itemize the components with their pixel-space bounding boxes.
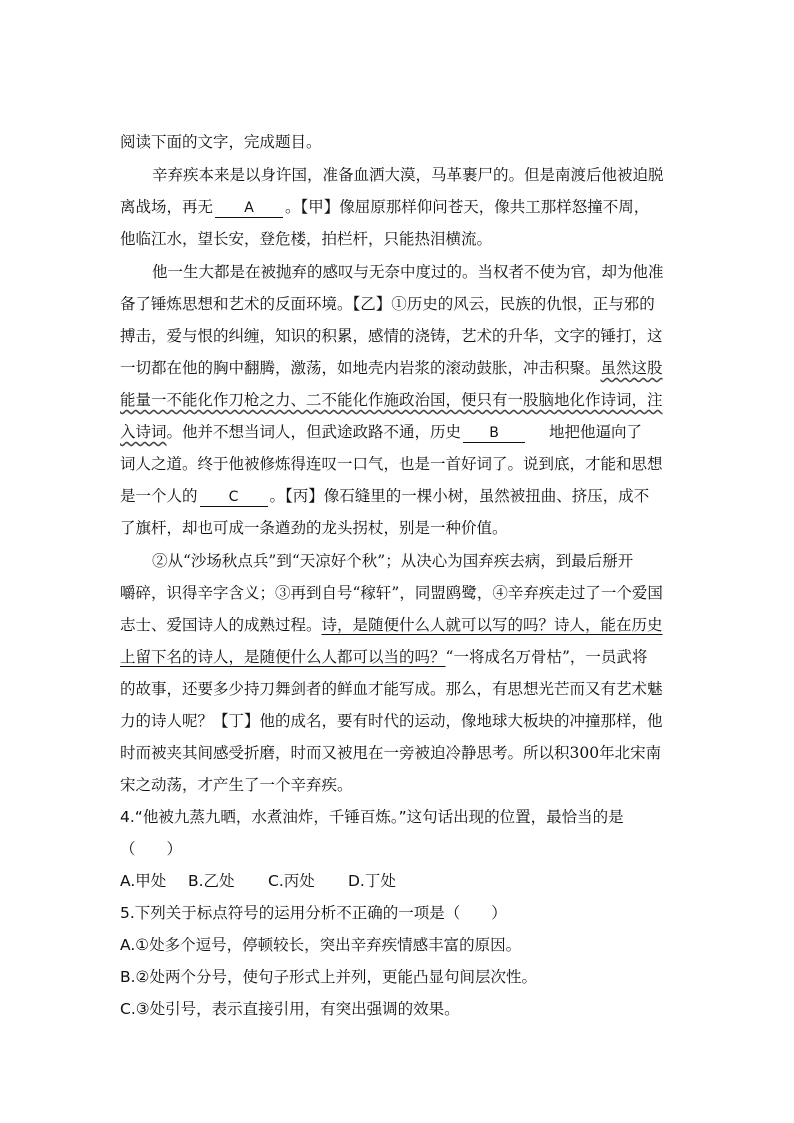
- p3-line-4: [120, 646, 680, 668]
- p3-line-2: 嚼碎，识得辛字含义；③再到自号“稼轩”，同盟鸥鹭，④辛弃疾走过了一个爱国: [120, 584, 663, 602]
- p2-line-7: 词人之道。终于他被修炼得连叹一口气，也是一首好词了。说到底，才能和思想: [120, 455, 663, 473]
- underlined-question-end: 上留下名的诗人，是随便什么人都可以当的吗？: [120, 648, 446, 666]
- blank-c[interactable]: C: [200, 488, 268, 507]
- p1-line-2: [120, 196, 680, 218]
- wavy-underlined-sentence-middle: 能量一不能化作刀枪之力、二不能化作施政治国，便只有一股脑地化作诗词，注: [120, 391, 663, 409]
- p2-line-4a: 一切都在他的胸中翻腾，激荡，如地壳内岩浆的滚动鼓胀，冲击积聚。: [120, 359, 601, 377]
- q4-option-c[interactable]: C.丙处: [268, 872, 315, 890]
- p3-line-3: [120, 614, 680, 636]
- p2-line-3: 搏击，爱与恨的纠缠，知识的积累，感情的浇铸，艺术的升华，文字的锤打，这: [120, 327, 663, 345]
- p3-line-1: ②从“沙场秋点兵”到“天凉好个秋”；从决心为国弃疾去病，到最后掰开: [152, 552, 634, 570]
- instruction: 阅读下面的文字，完成题目。: [120, 133, 322, 151]
- p2-line-5: [120, 389, 680, 411]
- q4-option-a[interactable]: A.甲处: [120, 872, 167, 890]
- p2-line-9: 了旗杆，却也可成一条遒劲的龙头拐杖，别是一种价值。: [120, 519, 508, 537]
- q4-option-d[interactable]: D.丁处: [348, 872, 396, 890]
- p3-line-5: 的故事，还要多少持刀舞剑者的鲜血才能写成。那么，有思想光芒而又有艺术魅: [120, 680, 663, 698]
- p3-line-6: 力的诗人呢？【丁】他的成名，要有时代的运动，像地球大板块的冲撞那样，他: [120, 712, 663, 730]
- p2-line-6b: 。他并不想当词人，但武途政路不通，历史: [166, 423, 462, 441]
- p2-line-4: [120, 357, 680, 379]
- p2-line-8b: 。【丙】像石缝里的一棵小树，虽然被扭曲、挤压，成不: [269, 487, 650, 505]
- q5-option-c[interactable]: C.③处引号，表示直接引用，有突出强调的效果。: [120, 1000, 460, 1018]
- blank-a[interactable]: A: [215, 199, 283, 218]
- q4-stem: 4.“他被九蒸九晒，水煮油炸，千锤百炼。”这句话出现的位置，最恰当的是: [120, 808, 624, 826]
- p3-line-8: 宋之动荡，才产生了一个辛弃疾。: [120, 776, 353, 794]
- p1-line-3: 他临江水，望长安，登危楼，拍栏杆，只能热泪横流。: [120, 230, 493, 248]
- q5-option-a[interactable]: A.①处多个逗号，停顿较长，突出辛弃疾情感丰富的原因。: [120, 936, 522, 954]
- p1-line-2a: 离战场，再无: [120, 198, 214, 216]
- p2-line-2: 备了锤炼思想和艺术的反面环境。【乙】①历史的风云，民族的仇恨，正与邪的: [120, 295, 655, 313]
- wavy-underlined-sentence-end: 入诗词: [120, 423, 167, 441]
- p3-line-4b: “一将成名万骨枯”，一员武将: [445, 648, 648, 666]
- q4-answer-parens[interactable]: （ ）: [120, 840, 183, 858]
- p2-line-6c: 地把他逼向了: [549, 423, 643, 441]
- p2-line-6: [120, 421, 680, 443]
- p1-line-2b: 。【甲】像屈原那样仰问苍天，像共工那样怒撞不周，: [285, 198, 650, 216]
- p2-line-8a: 是一个人的: [120, 487, 198, 505]
- p3-line-7: 时而被夹其间感受折磨，时而又被甩在一旁被迫冷静思考。所以积300年北宋南: [120, 744, 662, 762]
- q5-stem: 5.下列关于标点符号的运用分析不正确的一项是（ ）: [120, 904, 507, 922]
- wavy-underlined-sentence-start: 虽然这股: [600, 359, 663, 377]
- p1-line-1: 辛弃疾本来是以身许国，准备血洒大漠，马革裹尸的。但是南渡后他被迫脱: [152, 166, 664, 184]
- p2-line-8: [120, 485, 680, 507]
- q5-option-b[interactable]: B.②处两个分号，使句子形式上并列，更能凸显句间层次性。: [120, 968, 537, 986]
- blank-b[interactable]: B: [463, 424, 525, 443]
- p2-line-1: 他一生大都是在被抛弃的感叹与无奈中度过的。当权者不使为官，却为他准: [152, 263, 664, 281]
- p3-line-3a: 志士、爱国诗人的成熟过程。: [120, 616, 322, 634]
- q4-option-b[interactable]: B.乙处: [188, 872, 235, 890]
- underlined-question-start: 诗，是随便什么人就可以写的吗？诗人，能在历史: [321, 616, 663, 634]
- q4-options: [120, 870, 680, 892]
